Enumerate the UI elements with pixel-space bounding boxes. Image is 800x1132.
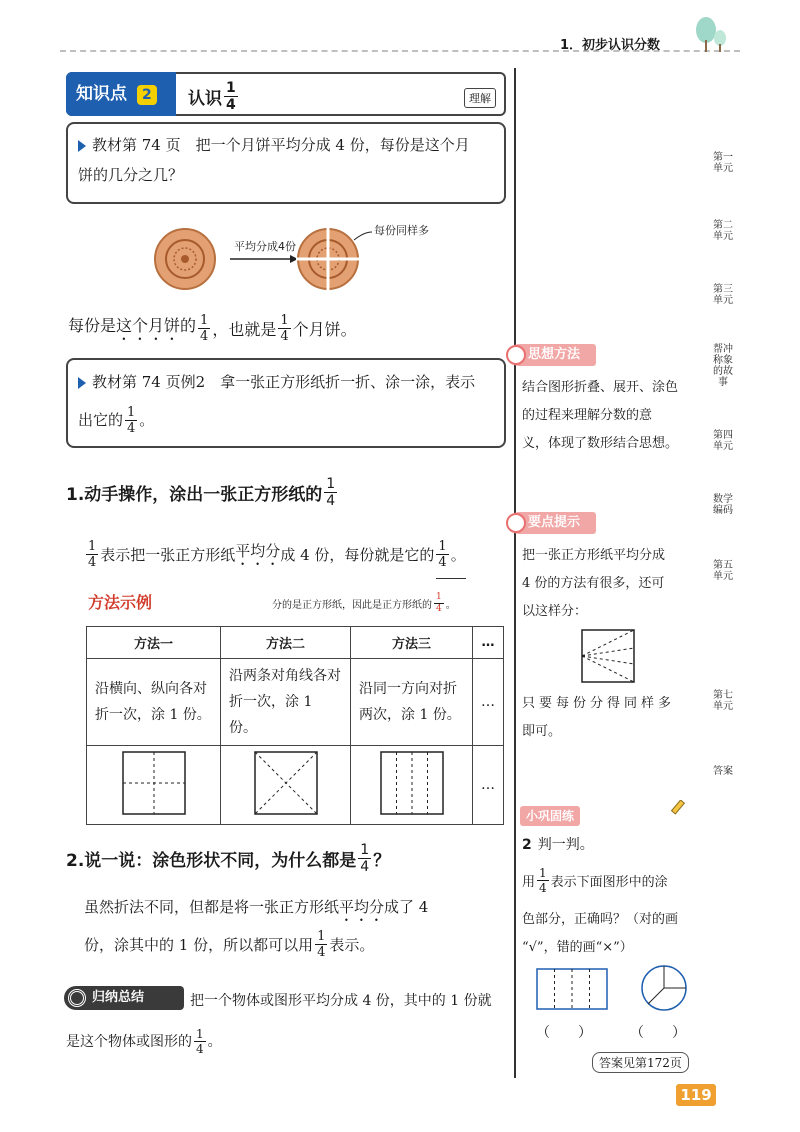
practice-line1: 用 $\frac{1}{4}$ 表示下面图形中的涂 — [522, 865, 668, 895]
section-header — [66, 72, 506, 116]
hand-icon — [506, 513, 526, 533]
section-title — [188, 78, 240, 114]
sidebar-divider — [514, 68, 516, 1078]
answer-1-fraction: $\frac{1}{4}$ — [200, 312, 209, 344]
question-2-line2: 出它的 $\frac{1}{4}$ 。 — [78, 404, 155, 436]
unit-tab-5[interactable]: 第五单元 — [713, 560, 733, 582]
step-1-explain-fraction: $\frac{1}{4}$ — [88, 538, 97, 570]
step-1-fraction: $\frac{1}{4}$ — [326, 475, 336, 509]
pencil-icon — [670, 800, 690, 820]
step-1-heading: 1.动手操作，涂出一张正方形纸的 $\frac{1}{4}$ — [66, 475, 336, 509]
mooncake-whole — [155, 229, 215, 289]
triangle-icon — [78, 140, 86, 152]
practice-line2: 色部分，正确吗？（对的画 — [522, 912, 679, 927]
chapter-title: 1．初步认识分数 — [560, 38, 661, 53]
unit-tab-7[interactable]: 第七单元 — [713, 690, 733, 712]
page-number: 119 — [676, 1084, 716, 1106]
step-1-explanation: $\frac{1}{4}$ 表示把一张正方形纸 平均分 成 4 份，每份就是它的 $\frac{1}{4}$ 。 — [88, 538, 466, 570]
question-2-box — [66, 358, 506, 448]
question-2-line1: 教材第 74 页例2 拿一张正方形纸折一折、涂一涂，表示 — [78, 364, 494, 400]
tips-fan-figure — [580, 628, 636, 684]
method-3-header: 方法三 — [351, 627, 473, 659]
section-title-text: 认识 — [188, 88, 222, 109]
section-tag: 理解 — [464, 88, 496, 108]
unit-tab-4[interactable]: 第四单元 — [713, 430, 733, 452]
key-tips-label: 要点提示 — [508, 512, 596, 534]
mooncake-illustration — [150, 214, 450, 304]
method-2-figure — [221, 746, 351, 825]
mooncake-note: 每份同样多 — [374, 224, 429, 237]
method-annotation: 分的是正方形纸，因此是正方形纸的 $\frac{1}{4}$ 。 — [272, 591, 456, 614]
answer-reference: 答案见第172页 — [592, 1052, 689, 1073]
step-1-explain-fraction-2: $\frac{1}{4}$ — [438, 538, 447, 570]
practice-circle-figure — [640, 964, 688, 1012]
summary-line2: 是这个物体或图形的 $\frac{1}{4}$ 。 — [66, 1026, 222, 1056]
question-1-line1: 教材第 74 页 把一个月饼平均分成 4 份，每份是这个月 — [78, 130, 494, 160]
unit-tab-answers[interactable]: 答案 — [713, 766, 733, 777]
unit-tab-6[interactable]: 第六单元 — [713, 624, 733, 646]
triangle-icon — [78, 377, 86, 389]
question-1-line2: 饼的几分之几？ — [78, 166, 184, 184]
method-2-header: 方法二 — [221, 627, 351, 659]
answer-1-part2: ，也就是 — [212, 319, 277, 339]
mooncake-quartered — [296, 227, 360, 291]
method-1-header: 方法一 — [87, 627, 221, 659]
unit-tab-1[interactable]: 第一单元 — [713, 152, 733, 174]
practice-answer-paren-1[interactable]: （ ） — [536, 1025, 592, 1041]
tree-icon — [690, 14, 730, 54]
step-2-fraction: $\frac{1}{4}$ — [360, 841, 370, 875]
key-tips-text: 把一张正方形纸平均分成 4 份的方法有很多，还可 以这样分： — [522, 548, 666, 619]
practice-answer-paren-2[interactable]: （ ） — [630, 1025, 686, 1041]
target-icon — [68, 989, 86, 1007]
annotation-fraction: $\frac{1}{4}$ — [436, 591, 442, 614]
hand-icon — [506, 345, 526, 365]
method-2-description: 沿两条对角线各对 折一次，涂 1 份。 — [221, 659, 351, 746]
methods-table — [86, 626, 504, 818]
answer-1-fraction-2: $\frac{1}{4}$ — [280, 312, 289, 344]
answer-1-part1: 每份是这个月饼的 — [68, 315, 197, 335]
unit-tab-story[interactable]: 帮冲称象的故事 — [713, 344, 733, 388]
thinking-method-text: 结合图形折叠、展开、涂色 的过程来理解分数的意 义，体现了数形结合思想。 — [522, 380, 679, 451]
step-2-line2: 份，涂其中的 1 份，所以都可以用 $\frac{1}{4}$ 表示。 — [84, 928, 375, 960]
method-3-figure — [351, 746, 473, 825]
method-1-figure — [87, 746, 221, 825]
practice-line3: “√”，错的画“×”） — [522, 940, 633, 955]
method-annotation-line — [436, 578, 466, 579]
section-badge-number: 2 — [137, 85, 157, 105]
method-more-figure: … — [473, 746, 504, 825]
practice-fraction: $\frac{1}{4}$ — [539, 865, 547, 895]
section-badge-label: 知识点 — [76, 84, 127, 104]
answer-1-part3: 个月饼。 — [292, 319, 357, 339]
question-2-fraction: $\frac{1}{4}$ — [127, 404, 136, 436]
question-1-box — [66, 122, 506, 204]
step-2-line2-fraction: $\frac{1}{4}$ — [317, 928, 326, 960]
unit-tab-coding[interactable]: 数学编码 — [713, 494, 733, 516]
unit-tab-3[interactable]: 第三单元 — [713, 284, 733, 306]
key-tips-end: 只要每份分得同样多 即可。 — [522, 696, 676, 739]
arrow-label: 平均分成4份 — [234, 240, 296, 253]
section-title-fraction: $\frac{1}{4}$ — [226, 79, 236, 113]
summary-label: 归纳总结 — [64, 986, 184, 1010]
summary-fraction: $\frac{1}{4}$ — [196, 1026, 204, 1056]
method-3-description: 沿同一方向对折 两次，涂 1 份。 — [351, 659, 473, 746]
section-badge — [66, 72, 176, 116]
thinking-method-label: 思想方法 — [508, 344, 596, 366]
step-2-heading: 2.说一说：涂色形状不同，为什么都是 $\frac{1}{4}$ ？ — [66, 841, 391, 875]
method-1-description: 沿横向、纵向各对 折一次，涂 1 份。 — [87, 659, 221, 746]
step-2-line1: 虽然折法不同，但都是将一张正方形纸平均分成了 4 — [84, 898, 429, 916]
practice-title: 2 判一判。 — [522, 837, 594, 853]
answer-1 — [68, 308, 357, 348]
practice-label: 小巩固练 — [520, 806, 580, 826]
method-example-label: 方法示例 — [88, 593, 153, 612]
practice-rectangle-figure — [536, 968, 608, 1010]
summary-line1: 把一个物体或图形平均分成 4 份，其中的 1 份就 — [190, 993, 492, 1009]
method-more-header: … — [473, 627, 504, 659]
unit-tab-2[interactable]: 第二单元 — [713, 220, 733, 242]
method-more-description: … — [473, 659, 504, 746]
